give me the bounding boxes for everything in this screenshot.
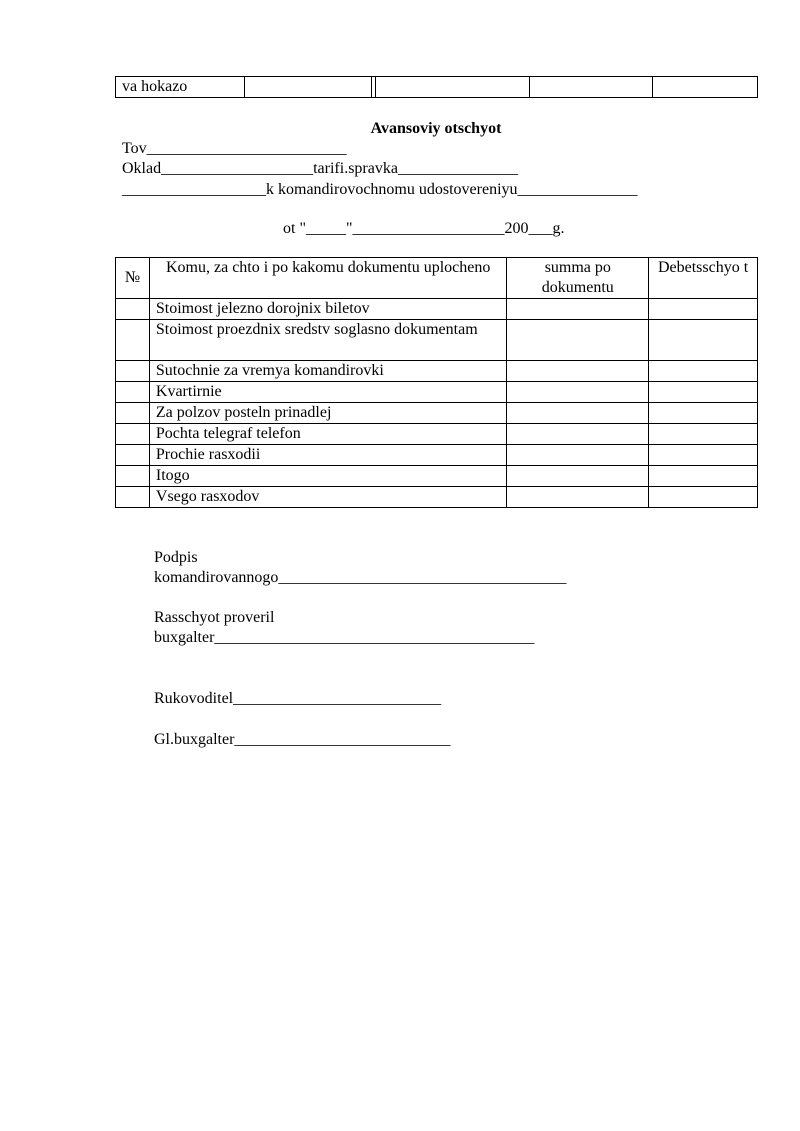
table-cell (507, 445, 649, 466)
table-cell (653, 77, 758, 98)
page-title: Avansoviy otschyot (370, 120, 502, 137)
table-cell (116, 487, 150, 508)
podpis-line: komandirovannogo____________________________________ (154, 569, 567, 586)
table-cell (507, 424, 649, 445)
table-cell (649, 403, 758, 424)
row-description: Za polzov posteln prinadlej (149, 403, 507, 424)
table-cell (507, 487, 649, 508)
table-cell (507, 382, 649, 403)
table-cell (507, 320, 649, 361)
table-row (116, 466, 758, 487)
table-header-row (116, 258, 758, 299)
table-row (116, 403, 758, 424)
row-description: Stoimost jelezno dorojnix biletov (149, 299, 507, 320)
podpis-label: Podpis (154, 549, 198, 566)
proveril-label: Rasschyot proveril (154, 609, 275, 626)
table-cell (507, 403, 649, 424)
row-description: Stoimost proezdnix sredstv soglasno dokumentam (149, 320, 507, 361)
table-cell (649, 361, 758, 382)
row-description: Sutochnie za vremya komandirovki (149, 361, 507, 382)
table-cell (116, 382, 150, 403)
table-cell (116, 361, 150, 382)
gl-buxgalter-line: Gl.buxgalter___________________________ (154, 731, 451, 748)
table-cell (507, 466, 649, 487)
table-cell (244, 77, 371, 98)
table-cell (507, 361, 649, 382)
table-row (116, 77, 758, 98)
tov-line: Tov_________________________ (122, 140, 347, 157)
table-row (116, 424, 758, 445)
table-row (116, 361, 758, 382)
table-cell (507, 299, 649, 320)
table-row (116, 445, 758, 466)
table-cell (116, 445, 150, 466)
table-cell (649, 466, 758, 487)
table-cell (116, 403, 150, 424)
table-row (116, 487, 758, 508)
table-cell (649, 424, 758, 445)
row-description: Prochie rasxodii (149, 445, 507, 466)
header-sum: summa po dokumentu (507, 258, 649, 299)
table-cell (649, 487, 758, 508)
header-debit: Debetsschyo t (649, 258, 758, 299)
top-table (115, 76, 758, 98)
table-cell (116, 320, 150, 361)
table-cell (530, 77, 653, 98)
udostoverenie-line: __________________k komandirovochnomu udostovereniyu_______________ (122, 181, 638, 198)
table-cell (375, 77, 530, 98)
table-cell (649, 445, 758, 466)
header-description: Komu, za chto i po kakomu dokumentu uplocheno (149, 258, 507, 299)
table-cell (116, 299, 150, 320)
table-cell (116, 466, 150, 487)
proveril-line: buxgalter________________________________________ (154, 629, 535, 646)
table-row (116, 299, 758, 320)
row-description: Pochta telegraf telefon (149, 424, 507, 445)
table-cell (649, 299, 758, 320)
table-cell (649, 382, 758, 403)
oklad-line: Oklad___________________tarifi.spravka_______________ (122, 160, 518, 177)
table-row (116, 382, 758, 403)
row-description: Itogo (149, 466, 507, 487)
rukovoditel-line: Rukovoditel__________________________ (154, 690, 442, 707)
date-line: ot "_____"___________________200___g. (283, 220, 565, 237)
table-cell (649, 320, 758, 361)
row-description: Vsego rasxodov (149, 487, 507, 508)
expense-table (115, 257, 758, 508)
table-cell (116, 424, 150, 445)
header-num: № (116, 258, 150, 299)
table-row (116, 320, 758, 361)
table-cell: va hokazo (116, 77, 245, 98)
row-description: Kvartirnie (149, 382, 507, 403)
